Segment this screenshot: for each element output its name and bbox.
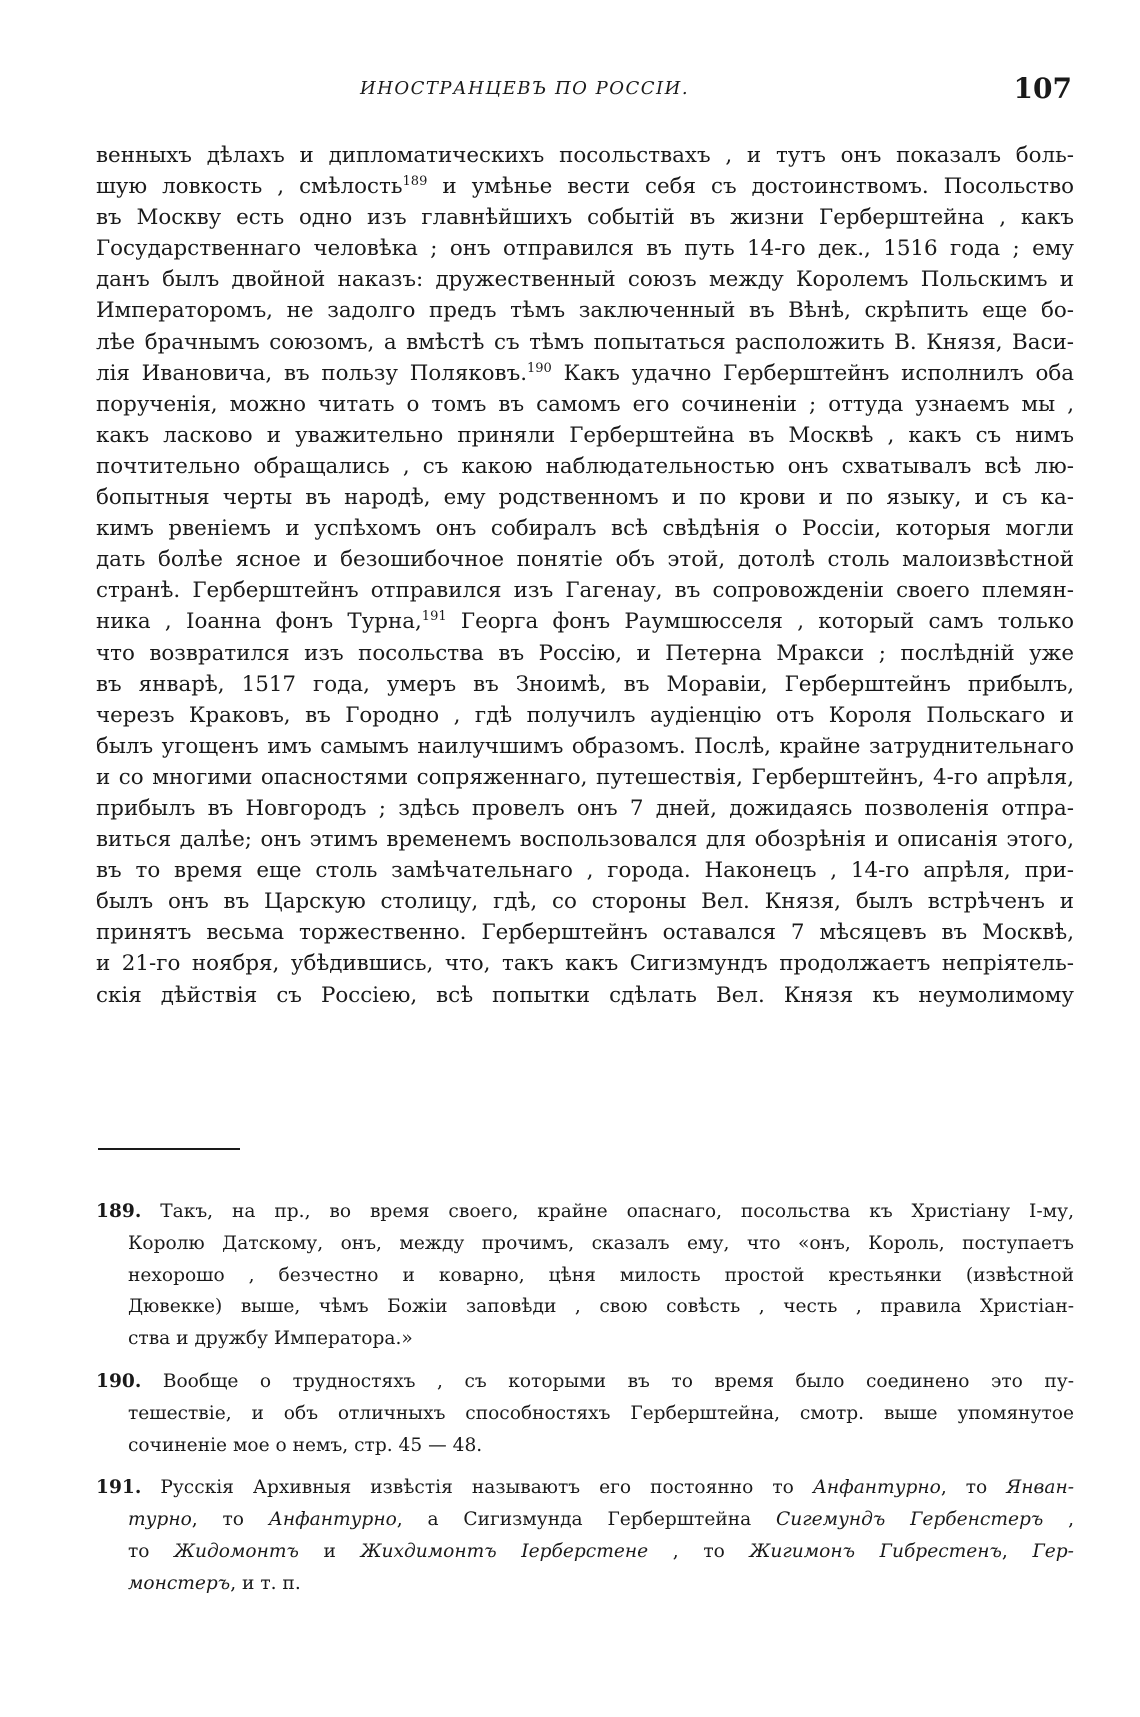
footnote-189 [96,1196,1074,1355]
text-line: Императоромъ, не задолго предъ тѣмъ заключенный въ Вѣнѣ, скрѣпить еще бо- [96,298,1074,324]
main-text [96,140,1074,1011]
text-line: бопытныя черты въ народѣ, ему родственномъ и по крови и по языку, и съ ка- [96,485,1074,511]
text-line: что возвратился изъ посольства въ Россію, и Петерна Мракси ; послѣдній уже [96,640,1074,666]
text-line: лѣе брачнымъ союзомъ, а вмѣстѣ съ тѣмъ попытаться расположить В. Князя, Васи- [96,329,1074,355]
page-header [0,72,1140,112]
text-line: прибылъ въ Новгородъ ; здѣсь провелъ онъ 7 дней, дожидаясь позволенія отпра- [96,795,1074,821]
text-line: лія Ивановича, въ пользу Поляковъ.$^{190}$ Какъ удачно Герберштейнъ исполнилъ оба [96,360,1074,386]
text-line: какъ ласково и уважительно приняли Герберштейна въ Москвѣ , какъ съ нимъ [96,422,1074,448]
text-line: дать болѣе ясное и безошибочное понятіе объ этой, дотолѣ столь малоизвѣстной [96,547,1074,573]
text-line: былъ онъ въ Царскую столицу, гдѣ, со стороны Вел. Князя, былъ встрѣченъ и [96,889,1074,915]
footnote-separator [98,1148,240,1150]
footnote-191 [96,1472,1074,1599]
text-line: данъ былъ двойной наказъ: дружественный союзъ между Королемъ Польскимъ и [96,267,1074,293]
text-line: кимъ рвеніемъ и успѣхомъ онъ собиралъ всѣ свѣдѣнія о Россіи, которыя могли [96,516,1074,542]
text-line: странѣ. Герберштейнъ отправился изъ Гагенау, въ сопровожденіи своего племян- [96,578,1074,604]
footnote-line: 190. Вообще о трудностяхъ , съ которыми въ то время было соединено это пу- [96,1370,1074,1392]
text-line: виться далѣе; онъ этимъ временемъ воспользовался для обозрѣнія и описанія этого, [96,827,1074,853]
footnote-line: то Жидомонтъ и Жихдимонтъ Іерберстене , то Жигимонъ Гибрестенъ, Гер- [128,1540,1074,1562]
footnote-line: ства и дружбу Императора.» [128,1328,413,1350]
text-line: ника , Іоанна фонъ Турна,$^{191}$ Георга фонъ Раумшюсселя , который самъ только [96,609,1074,635]
text-line: въ Москву есть одно изъ главнѣйшихъ событій въ жизни Герберштейна , какъ [96,205,1074,231]
text-line: и со многими опасностями сопряженнаго, путешествія, Герберштейнъ, 4-го апрѣля, [96,764,1074,790]
text-line: принятъ весьма торжественно. Герберштейнъ оставался 7 мѣсяцевъ въ Москвѣ, [96,920,1074,946]
footnote-number: 190. [96,1370,142,1392]
page-number: 107 [1013,72,1072,105]
text-line: шую ловкость , смѣлость$^{189}$ и умѣнье вести себя съ достоинствомъ. Посольство [96,173,1074,200]
running-head: ИНОСТРАНЦЕВЪ ПО РОССІИ. [360,78,690,99]
footnote-ref-191[interactable]: 191 [421,609,447,625]
footnote-line: тешествіе, и объ отличныхъ способностяхъ Герберштейна, смотр. выше упомянутое [128,1402,1074,1424]
footnote-line: Дювекке) выше, чѣмъ Божіи заповѣди , свою совѣсть , честь , правила Христіан- [128,1296,1074,1318]
footnote-line: 191. Русскія Архивныя извѣстія называютъ его постоянно то Анфантурно, то Янван- [96,1477,1074,1499]
text-line: венныхъ дѣлахъ и дипломатическихъ посольствахъ , и тутъ онъ показалъ боль- [96,143,1074,168]
footnote-line: 189. Такъ, на пр., во время своего, крайне опаснаго, посольства къ Христіану I-му, [96,1201,1075,1222]
text-line: въ то время еще столь замѣчательнаго , города. Наконецъ , 14-го апрѣля, при- [96,858,1074,884]
text-line: и 21-го ноября, убѣдившись, что, такъ какъ Сигизмундъ продолжаетъ непріятель- [96,951,1074,977]
footnote-line: монстеръ, и т. п. [128,1572,301,1594]
footnote-line: турно, то Анфантурно, а Сигизмунда Герберштейна Сигемундъ Гербенстеръ , [128,1509,1074,1531]
footnote-ref-189[interactable]: 189 [402,173,428,189]
footnotes [96,1196,1074,1611]
text-line: въ январѣ, 1517 года, умеръ въ Зноимѣ, въ Моравіи, Герберштейнъ прибылъ, [96,671,1074,697]
footnote-line: сочиненіе мое о немъ, стр. 45 — 48. [128,1434,483,1456]
text-line: Государственнаго человѣка ; онъ отправился въ путь 14-го дек., 1516 года ; ему [96,236,1074,262]
text-line: былъ угощенъ имъ самымъ наилучшимъ образомъ. Послѣ, крайне затруднительнаго [96,733,1074,759]
text-line: скія дѣйствія съ Россіею, всѣ попытки сдѣлать Вел. Князя къ неумолимому [96,982,1074,1008]
text-line: черезъ Краковъ, въ Городно , гдѣ получилъ аудіенцію отъ Короля Польскаго и [96,702,1074,728]
footnote-line: нехорошо , безчестно и коварно, цѣня милость простой крестьянки (извѣстной [128,1264,1074,1286]
footnote-number: 191. [96,1477,142,1499]
footnote-line: Королю Датскому, онъ, между прочимъ, сказалъ ему, что «онъ, Король, поступаетъ [128,1232,1074,1254]
footnote-190 [96,1366,1074,1461]
text-line: порученія, можно читать о томъ въ самомъ его сочиненіи ; оттуда узнаемъ мы , [96,391,1074,417]
text-line: почтительно обращались , съ какою наблюдательностью онъ схватывалъ всѣ лю- [96,453,1074,479]
footnote-ref-190[interactable]: 190 [527,360,552,376]
footnote-number: 189. [96,1201,142,1222]
